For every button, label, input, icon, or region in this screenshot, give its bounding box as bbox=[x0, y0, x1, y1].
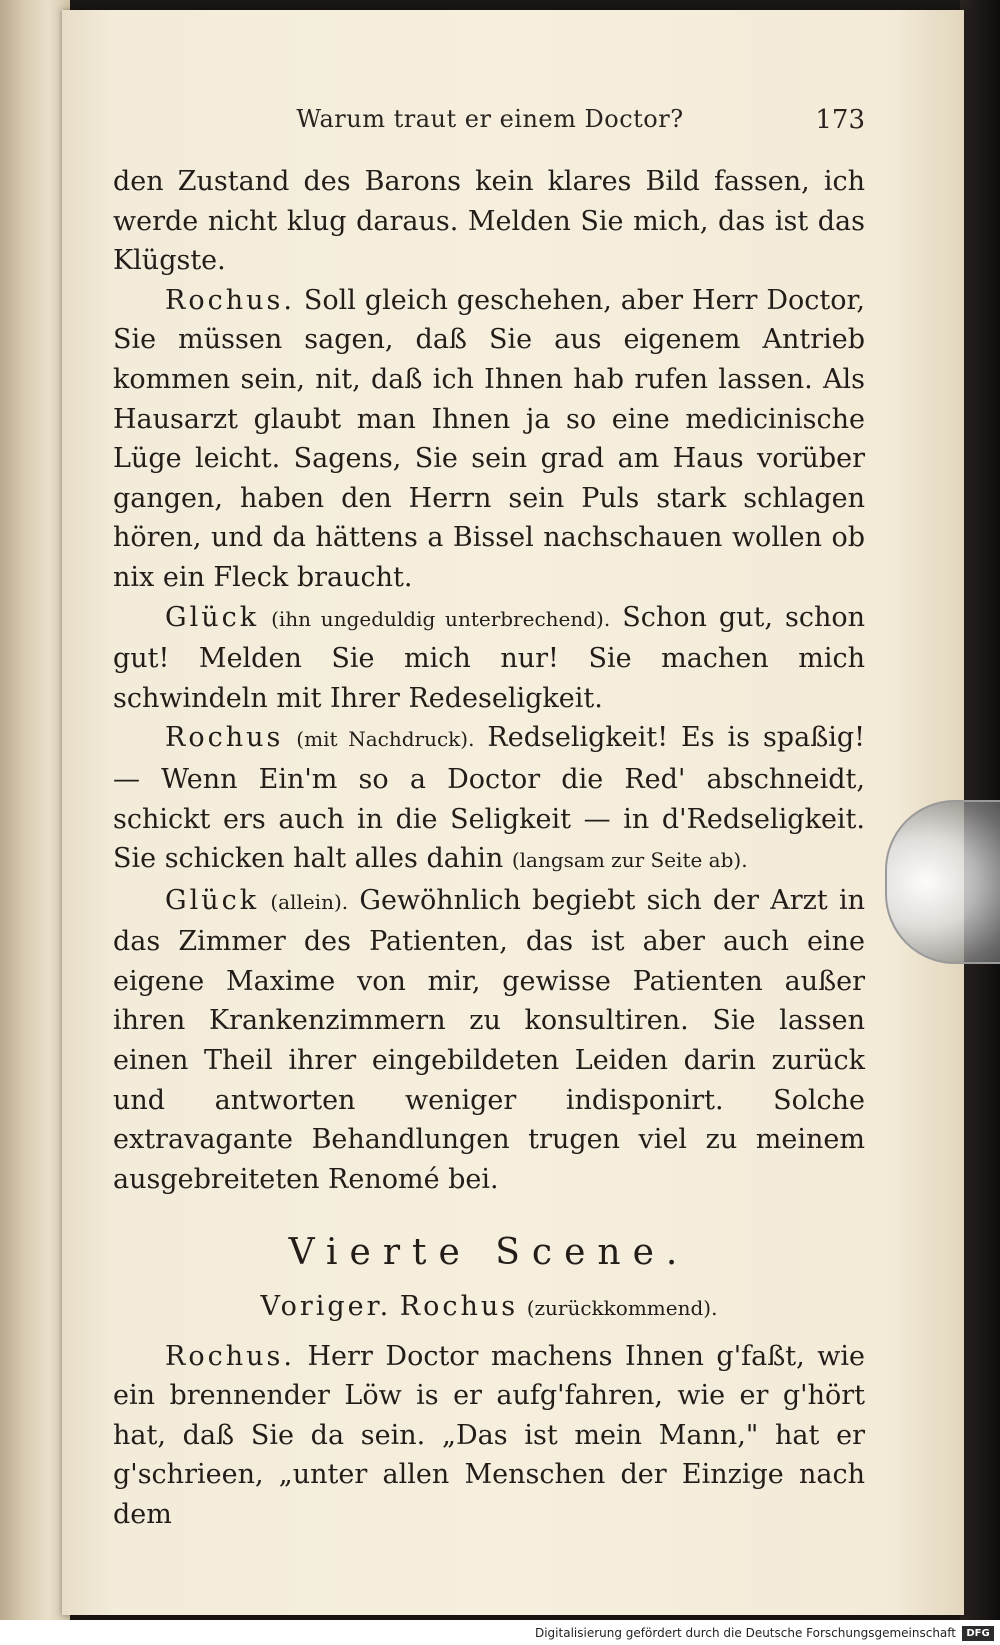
dialogue-text: Soll gleich geschehen, aber Herr Doctor, Sie müssen sagen, daß Sie aus eigenem Antrieb kommen sein, nit, daß ich Ihnen hab rufen lassen. Als Hausarzt glaubt man Ihnen ja so eine medicinische Lüge leicht. Sagens, Sie sein grad am Haus vorüber gangen, haben den Herrn sein Puls stark schlagen hören, und da hättens a Bissel nachschauen wollen ob nix ein Fleck braucht. bbox=[113, 284, 865, 593]
dialogue-text: Redseligkeit! Es is spaßig! — Wenn Ein'm so a Doctor die Red' abschneidt, schickt ers auch in die Seligkeit — in d'Redseligkeit. Sie schicken halt alles dahin bbox=[113, 722, 865, 875]
page-number: 173 bbox=[815, 105, 865, 135]
stage-direction: (ihn ungeduldig unterbrechend). bbox=[271, 606, 611, 631]
stage-direction: (allein). bbox=[270, 889, 349, 914]
speaker-name: Rochus. bbox=[165, 284, 295, 316]
speaker-name: Rochus. bbox=[165, 1340, 295, 1372]
page-clip bbox=[885, 800, 1000, 964]
cast-name: Rochus bbox=[399, 1291, 519, 1323]
speaker-name: Glück bbox=[165, 601, 260, 633]
body-text bbox=[113, 162, 865, 1535]
dialogue-glueck-1 bbox=[113, 598, 865, 719]
stage-direction: (zurückkommend). bbox=[526, 1296, 718, 1321]
cast-name: Voriger. bbox=[260, 1291, 392, 1323]
paragraph-text: den Zustand des Barons kein klares Bild fassen, ich werde nicht klug daraus. Melden Sie mich, das ist das Klügste. bbox=[113, 166, 865, 277]
dialogue-text: Schon gut, schon gut! Melden Sie mich nur! Sie machen mich schwindeln mit Ihrer Redeseligkeit. bbox=[113, 601, 865, 714]
page-header bbox=[115, 105, 865, 145]
funding-credit: Digitalisierung gefördert durch die Deutsche Forschungsgemeinschaft bbox=[534, 1626, 956, 1640]
speaker-name: Glück bbox=[165, 884, 260, 916]
left-page-edge bbox=[0, 0, 70, 1620]
dialogue-rochus-1 bbox=[113, 281, 865, 598]
running-head: Warum traut er einem Doctor? bbox=[296, 105, 684, 133]
scene-title: Vierte Scene. bbox=[288, 1232, 690, 1274]
dialogue-glueck-2 bbox=[113, 881, 865, 1200]
dialogue-text: Herr Doctor machens Ihnen g'faßt, wie ein brennender Löw is er aufg'fahren, wie er g'hört hat, daß Sie da sein. „Das ist mein Mann," hat er g'schrieen, „unter allen Menschen der Einzige nach dem bbox=[113, 1340, 865, 1530]
stage-direction: (mit Nachdruck). bbox=[296, 727, 475, 752]
dialogue-rochus-3 bbox=[113, 1337, 865, 1535]
footer-bar bbox=[0, 1620, 1000, 1645]
dialogue-rochus-2 bbox=[113, 718, 865, 880]
dfg-logo: DFG bbox=[962, 1626, 994, 1641]
speaker-name: Rochus bbox=[165, 722, 284, 754]
cast-list bbox=[113, 1287, 865, 1329]
dialogue-text: Gewöhnlich begiebt sich der Arzt in das Zimmer des Patienten, das ist aber auch eine eigene Maxime von mir, gewisse Patienten außer ihren Krankenzimmern zu konsultiren. Sie lassen einen Theil ihrer eingebildeten Leiden darin zurück und antworten weniger indisponirt. Solche extravagante Behandlungen trugen viel zu meinem ausgebreiteten Renomé bei. bbox=[113, 884, 865, 1195]
paragraph-continuation bbox=[113, 162, 865, 281]
stage-direction: (langsam zur Seite ab). bbox=[511, 848, 748, 873]
